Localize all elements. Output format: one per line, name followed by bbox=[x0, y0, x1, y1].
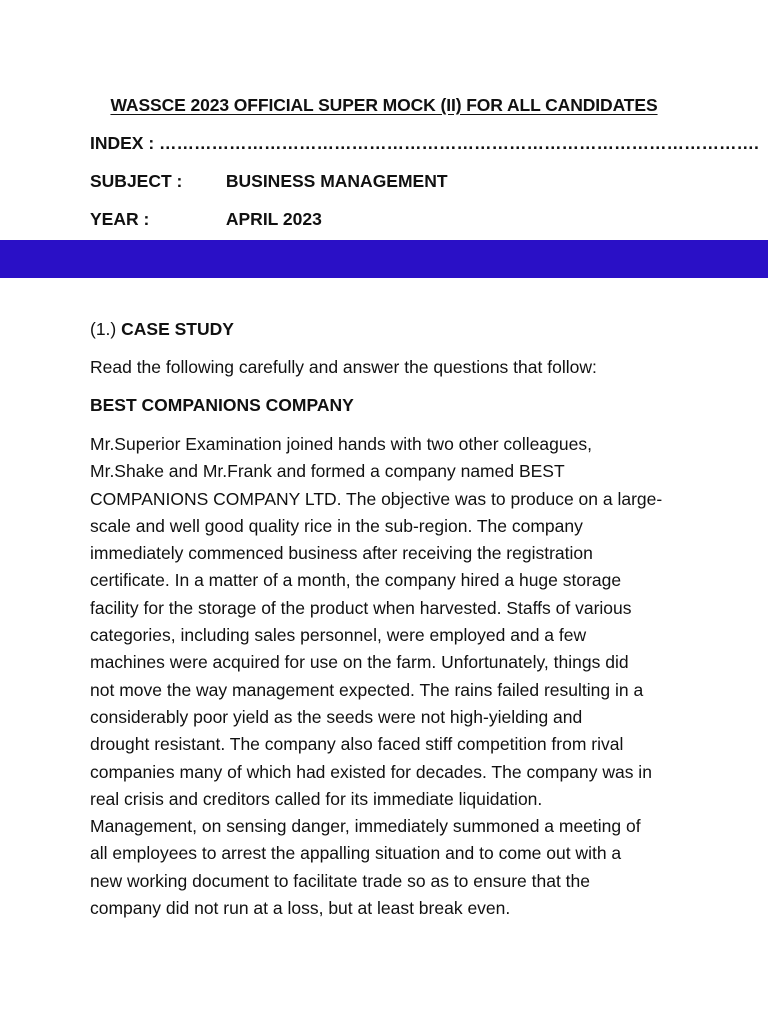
question-instruction: Read the following carefully and answer the questions that follow: bbox=[90, 357, 597, 377]
passage-line: drought resistant. The company also faced stiff competition from rival bbox=[90, 734, 624, 755]
passage-line: scale and well good quality rice in the sub-region. The company bbox=[90, 515, 583, 536]
case-study-heading: CASE STUDY bbox=[121, 319, 234, 339]
subject-label: SUBJECT : bbox=[90, 171, 183, 191]
passage-line: company did not run at a loss, but at least break even. bbox=[90, 898, 511, 919]
year-label: YEAR : bbox=[90, 209, 150, 229]
passage-line: machines were acquired for use on the farm. Unfortunately, things did bbox=[90, 652, 629, 673]
passage-line: COMPANIONS COMPANY LTD. The objective was to produce on a large- bbox=[90, 488, 663, 509]
question-number: (1.) bbox=[90, 319, 117, 339]
passage-line: real crisis and creditors called for its immediate liquidation. bbox=[90, 788, 543, 809]
passage-line: Management, on sensing danger, immediately summoned a meeting of bbox=[90, 816, 641, 837]
passage-line: all employees to arrest the appalling situation and to come out with a bbox=[90, 843, 622, 864]
index-label: INDEX : …………………………………………………………………………………………. bbox=[90, 133, 759, 153]
passage-line: not move the way management expected. The rains failed resulting in a bbox=[90, 679, 644, 700]
passage-line: immediately commenced business after receiving the registration bbox=[90, 543, 593, 564]
subject-value: BUSINESS MANAGEMENT bbox=[225, 171, 448, 191]
index-row bbox=[90, 133, 759, 154]
header-band-divider bbox=[0, 240, 768, 278]
year-value: APRIL 2023 bbox=[225, 209, 322, 229]
passage-line: categories, including sales personnel, were employed and a few bbox=[90, 625, 587, 646]
year-row bbox=[90, 209, 322, 230]
exam-title: WASSCE 2023 OFFICIAL SUPER MOCK (II) FOR ALL CANDIDATES bbox=[110, 95, 658, 115]
subject-row bbox=[90, 171, 448, 192]
passage-line: new working document to facilitate trade so as to ensure that the bbox=[90, 870, 591, 891]
passage-line: companies many of which had existed for decades. The company was in bbox=[90, 761, 652, 782]
case-company-title: BEST COMPANIONS COMPANY bbox=[90, 395, 354, 415]
passage-line: considerably poor yield as the seeds were not high-yielding and bbox=[90, 706, 583, 727]
question-heading bbox=[90, 319, 234, 340]
passage-line: facility for the storage of the product when harvested. Staffs of various bbox=[90, 597, 632, 618]
passage-line: Mr.Shake and Mr.Frank and formed a company named BEST bbox=[90, 461, 565, 482]
passage-line: Mr.Superior Examination joined hands with two other colleagues, bbox=[90, 434, 592, 454]
passage-line: certificate. In a matter of a month, the company hired a huge storage bbox=[90, 570, 622, 591]
case-passage bbox=[90, 431, 690, 922]
